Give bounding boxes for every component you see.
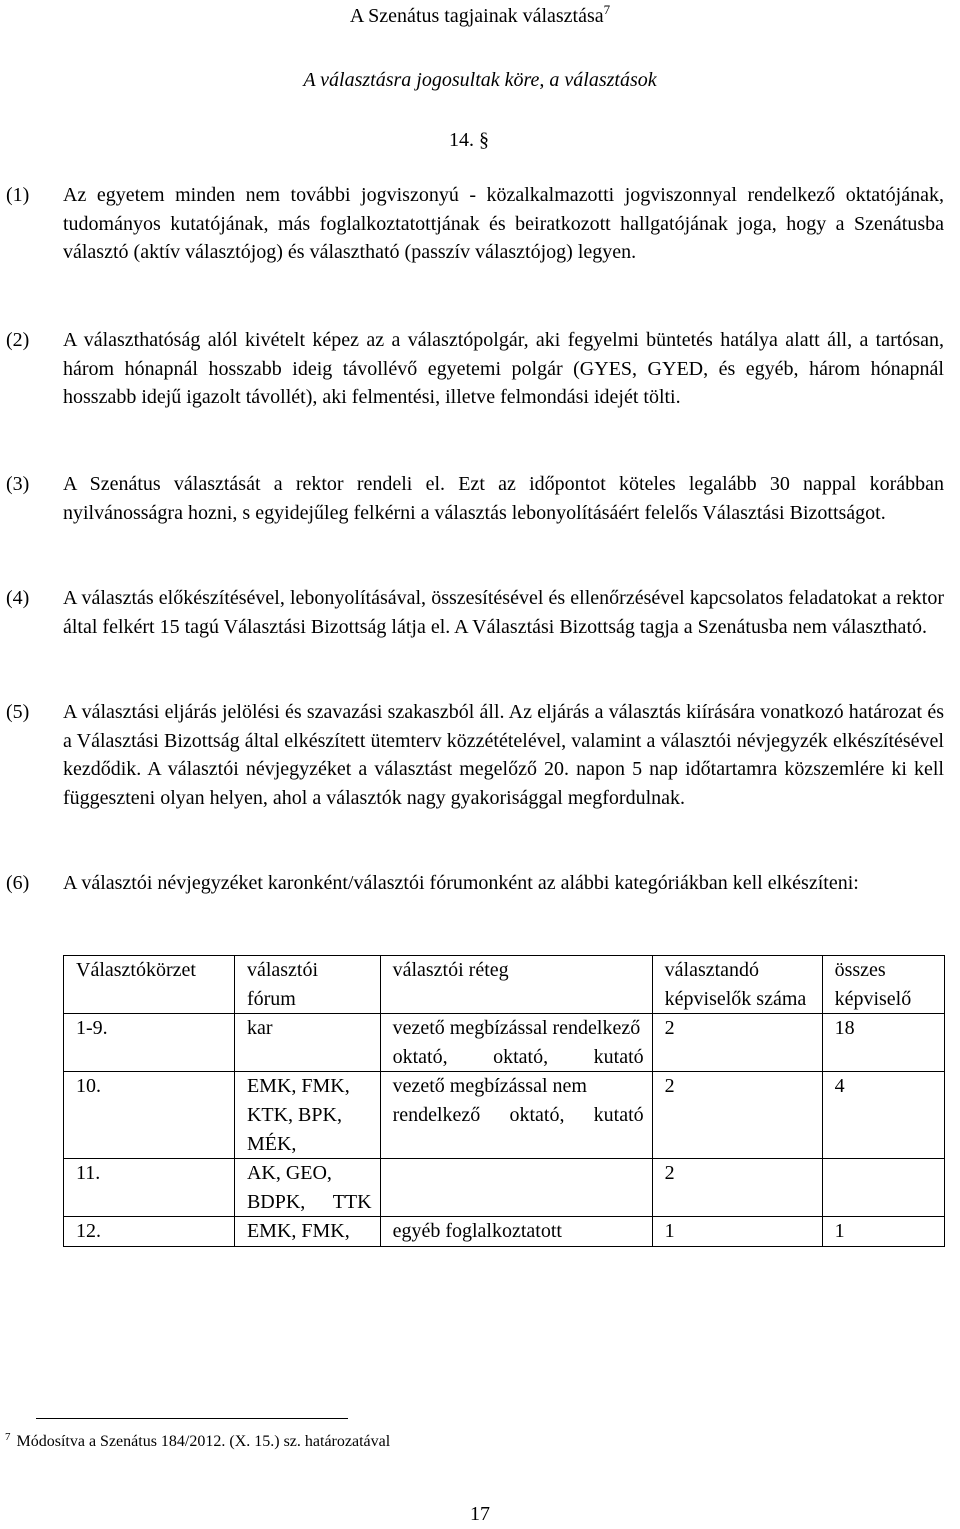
paragraph-text: A választás előkészítésével, lebonyolításával, összesítésével és ellenőrzésével kapcsolatos feladatokat a rektor által felkért 15 tagú Választási Bizottság látja el. A Választási Bizottság tagja a Szenátusba nem választható. [63, 587, 944, 638]
table-cell: EMK, FMK, KTK, BPK, MÉK, [234, 1072, 380, 1159]
paragraph-3 [6, 470, 944, 527]
footnote-mark[interactable]: 7 [603, 2, 611, 17]
paragraph-number: (1) [6, 184, 30, 206]
table-header-row [64, 956, 945, 1014]
table-cell: 12. [64, 1217, 235, 1247]
paragraph-text: A választási eljárás jelölési és szavazási szakaszból áll. Az eljárás a választás kiírására vonatkozó határozat és a Választási Bizottság által elkészített ütemterv közzétételével, valamint a választói névjegyzék elkészítésével kezdődik. A választói névjegyzéket a választást megelőző 20. napon 5 nap időtartamra közszemlére ki kell függeszteni olyan helyen, ahol a választók nagy gyakorisággal megfordulnak. [63, 701, 944, 809]
table-cell: vezető megbízással nem rendelkező oktató, kutató [380, 1072, 652, 1159]
table-cell: kar [234, 1014, 380, 1072]
paragraph-number: (5) [6, 701, 30, 723]
paragraph-number: (2) [6, 329, 30, 351]
table-cell: vezető megbízással rendelkező oktató, oktató, kutató [380, 1014, 652, 1072]
header-total: összes képviselő [822, 956, 944, 1014]
table-cell: 2 [652, 1072, 822, 1159]
table-cell: 11. [64, 1159, 235, 1217]
table-cell: 1-9. [64, 1014, 235, 1072]
header-representatives: választandó képviselők száma [652, 956, 822, 1014]
table-row [64, 1217, 945, 1247]
header-layer: választói réteg [380, 956, 652, 1014]
voter-register-table [63, 955, 945, 1247]
table-cell: egyéb foglalkoztatott [380, 1217, 652, 1247]
footnote [5, 1432, 390, 1452]
footnote-text: Módosítva a Szenátus 184/2012. (X. 15.) sz. határozatával [16, 1433, 391, 1450]
table-cell: 1 [652, 1217, 822, 1247]
footnote-divider [36, 1418, 348, 1419]
paragraph-text: A választhatóság alól kivételt képez az a választópolgár, aki fegyelmi büntetés hatálya alatt áll, a tartósan, három hónapnál hosszabb ideig távollévő egyetemi polgár (GYES, GYED, és egyéb, három hónapnál hosszabb idejű igazolt távollét), aki felmentési, illetve felmondási idejét tölti. [63, 329, 944, 409]
header-district: Választókörzet [64, 956, 235, 1014]
table-cell: AK, GEO, BDPK, TTK [234, 1159, 380, 1217]
paragraph-text: A választói névjegyzéket karonként/választói fórumonként az alábbi kategóriákban kell elkészíteni: [63, 872, 859, 894]
table-cell [380, 1159, 652, 1217]
footnote-number: 7 [5, 1431, 11, 1443]
section-subtitle: A választásra jogosultak köre, a választások [303, 69, 657, 91]
paragraph-4 [6, 584, 944, 641]
paragraph-text: Az egyetem minden nem további jogviszonyú - közalkalmazotti jogviszonnyal rendelkező oktatójának, tudományos kutatójának, más foglalkoztatottjának és beiratkozott hallgatójának joga, hogy a Szenátusba választó (aktív választójog) és választható (passzív választójog) legyen. [63, 184, 944, 264]
section-number: 14. § [449, 129, 489, 151]
paragraph-number: (6) [6, 872, 30, 894]
table-cell: 18 [822, 1014, 944, 1072]
paragraph-5 [6, 698, 944, 812]
table-cell: EMK, FMK, [234, 1217, 380, 1247]
title-text: A Szenátus tagjainak választása [349, 5, 604, 27]
table-cell: 2 [652, 1159, 822, 1217]
table-cell: 10. [64, 1072, 235, 1159]
table-cell: 2 [652, 1014, 822, 1072]
table-cell: 4 [822, 1072, 944, 1159]
table-row [64, 1014, 945, 1072]
paragraph-2 [6, 326, 944, 412]
paragraph-text: A Szenátus választását a rektor rendeli el. Ezt az időpontot köteles legalább 30 nappal korábban nyilvánosságra hozni, s egyidejűleg felkérni a választás lebonyolításáért felelős Választási Bizottságot. [63, 473, 944, 524]
page-number: 17 [470, 1503, 490, 1525]
paragraph-number: (3) [6, 473, 30, 495]
header-forum: választói fórum [234, 956, 380, 1014]
paragraph-1 [6, 181, 944, 267]
table-cell [822, 1159, 944, 1217]
table-row [64, 1072, 945, 1159]
table-row [64, 1159, 945, 1217]
paragraph-number: (4) [6, 587, 30, 609]
paragraph-6 [6, 869, 944, 898]
page-title [0, 2, 960, 31]
table-cell: 1 [822, 1217, 944, 1247]
